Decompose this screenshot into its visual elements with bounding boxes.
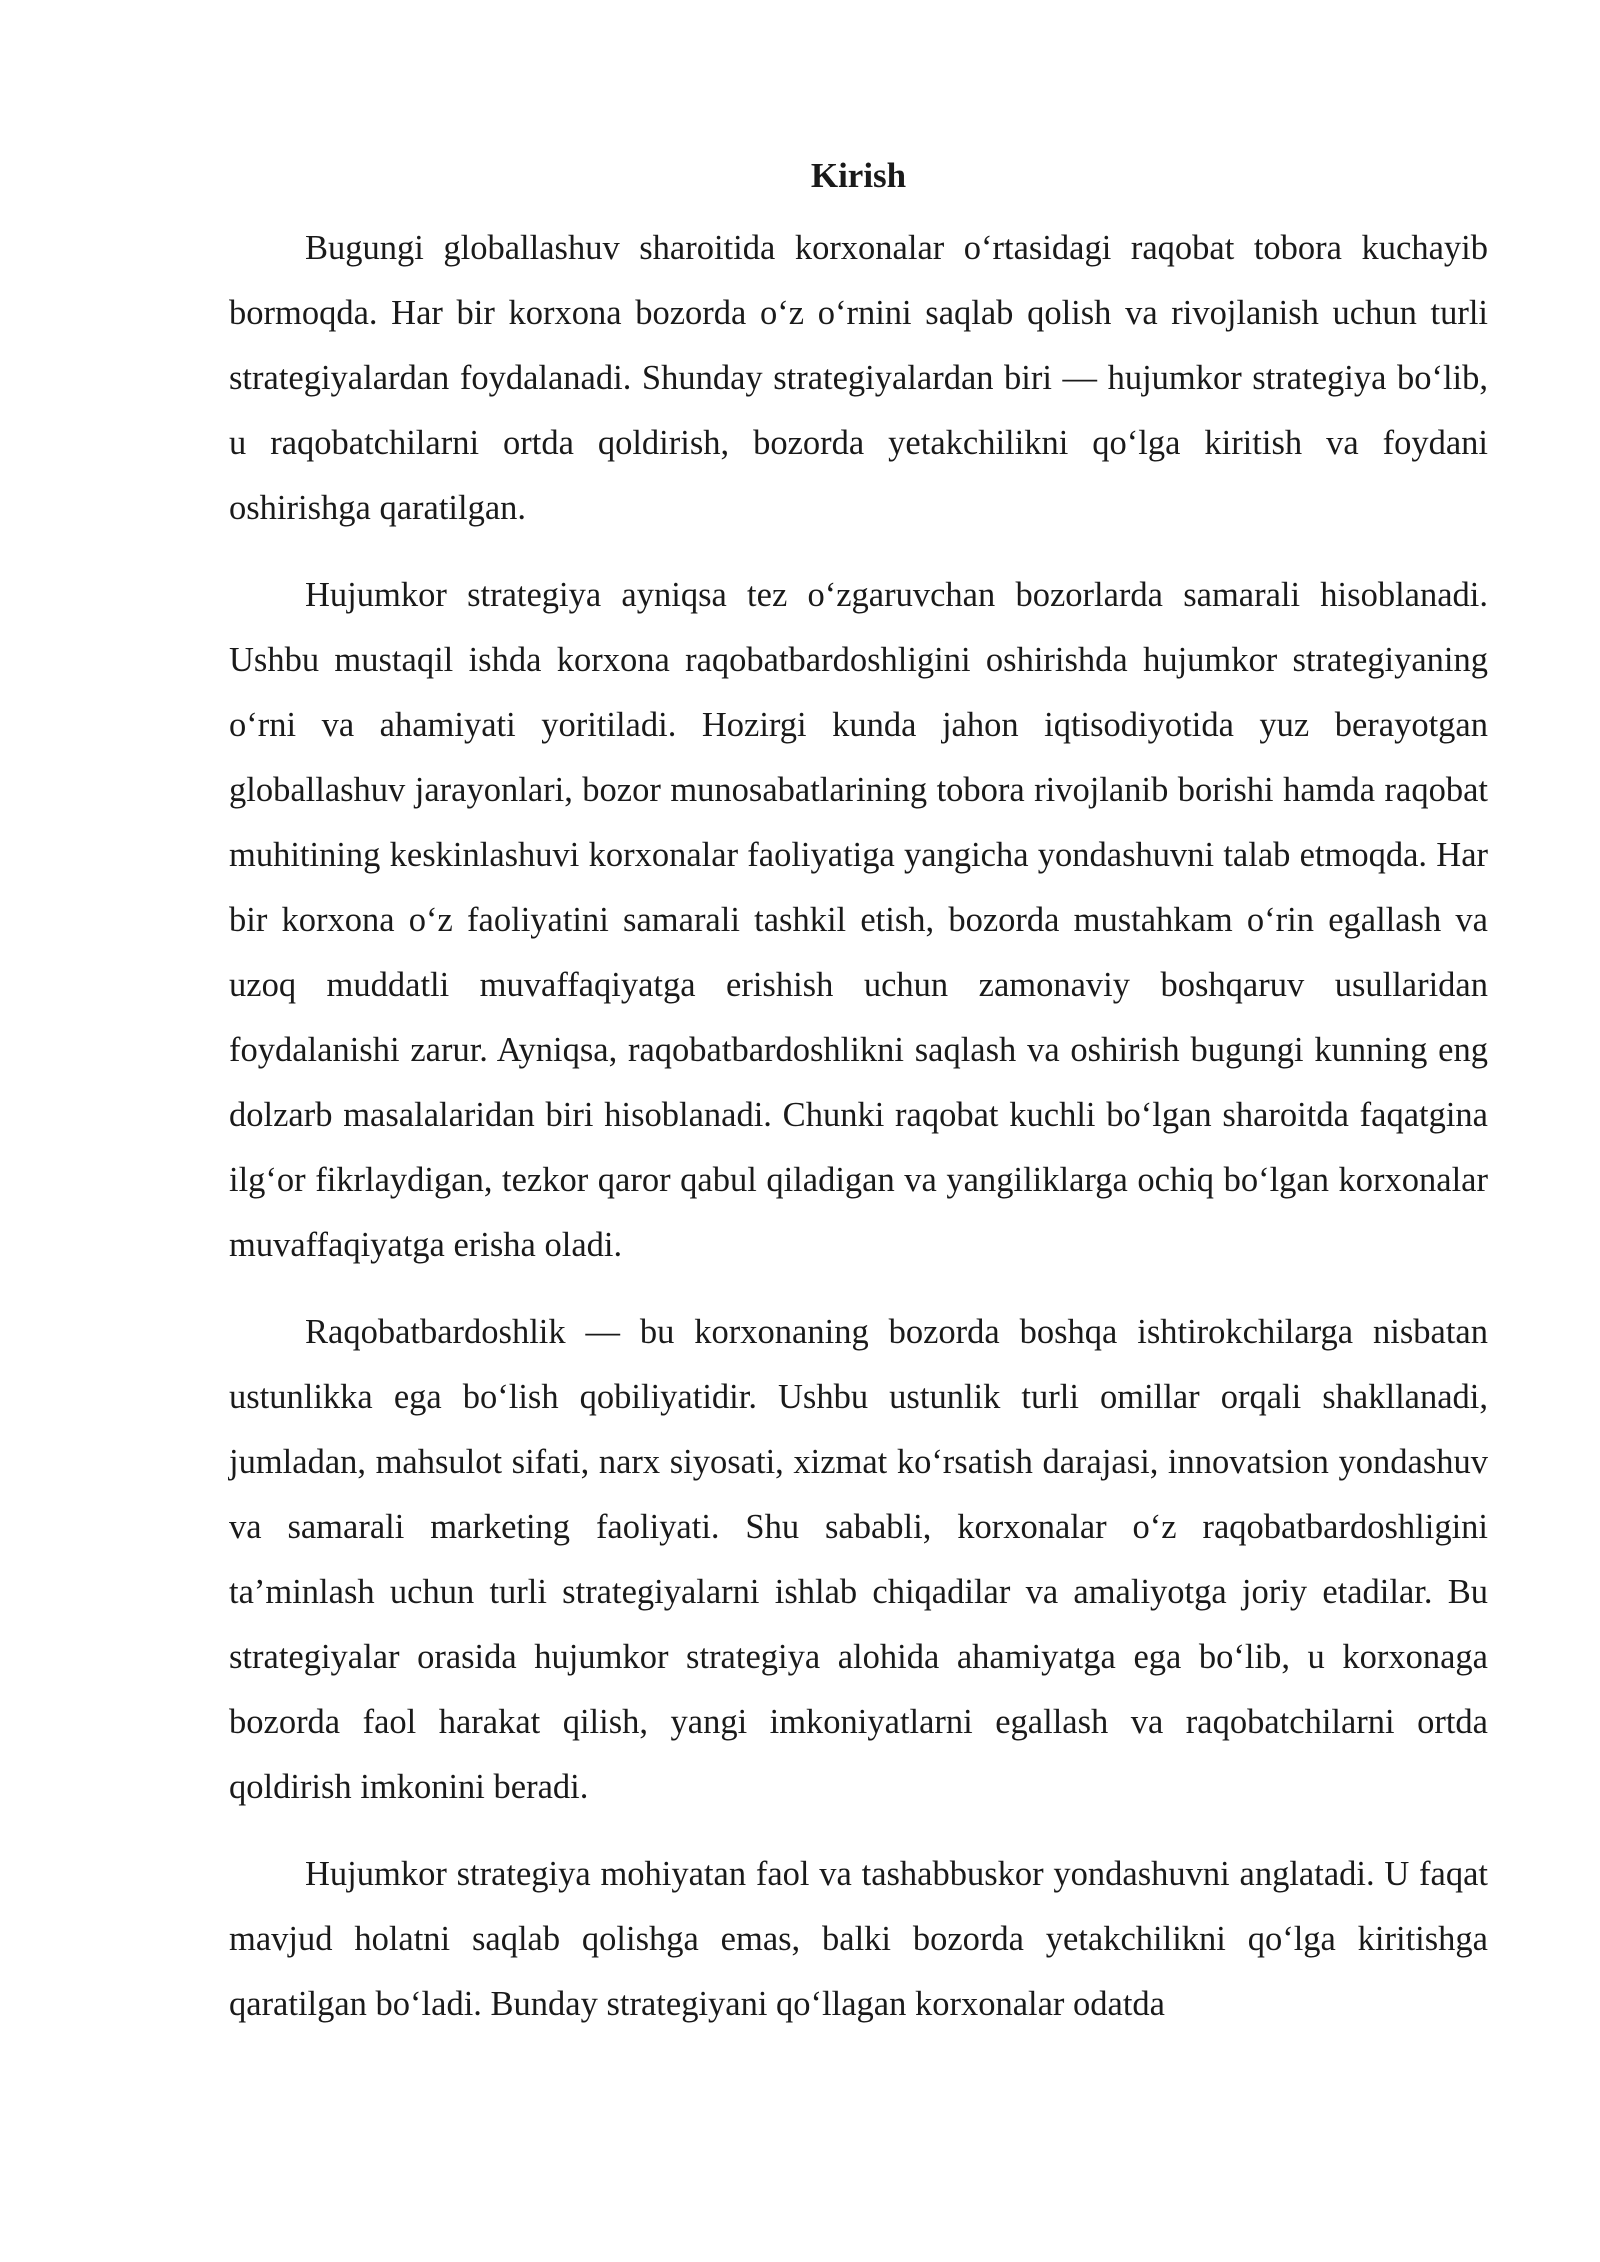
paragraph-4: Hujumkor strategiya mohiyatan faol va tashabbuskor yondashuvni anglatadi. U faqat mavjud holatni saqlab qolishga emas, balki bozorda yetakchilikni qo‘lga kiritishga qaratilgan bo‘ladi. Bunday strategiyani qo‘llagan korxonalar odatda: [229, 1855, 1488, 2023]
paragraph-3: Raqobatbardoshlik — bu korxonaning bozorda boshqa ishtirokchilarga nisbatan ustunlikka ega bo‘lish qobiliyatidir. Ushbu ustunlik turli omillar orqali shakllanadi, jumladan, mahsulot sifati, narx siyosati, xizmat ko‘rsatish darajasi, innovatsion yondashuv va samarali marketing faoliyati. Shu sababli, korxonalar o‘z raqobatbardoshligini ta’minlash uchun turli strategiyalarni ishlab chiqadilar va amaliyotga joriy etadilar. Bu strategiyalar orasida hujumkor strategiya alohida ahamiyatga ega bo‘lib, u korxonaga bozorda faol harakat qilish, yangi imkoniyatlarni egallash va raqobatchilarni ortda qoldirish imkonini beradi.: [229, 1313, 1488, 1806]
section-title: Kirish: [810, 156, 907, 195]
document-body: [229, 148, 1488, 2059]
paragraph-1: Bugungi globallashuv sharoitida korxonalar o‘rtasidagi raqobat tobora kuchayib bormoqda. Har bir korxona bozorda o‘z o‘rnini saqlab qolish va rivojlanish uchun turli strategiyalardan foydalanadi. Shunday strategiyalardan biri — hujumkor strategiya bo‘lib, u raqobatchilarni ortda qoldirish, bozorda yetakchilikni qo‘lga kiritish va foydani oshirishga qaratilgan.: [229, 229, 1488, 527]
paragraph-2: Hujumkor strategiya ayniqsa tez o‘zgaruvchan bozorlarda samarali hisoblanadi. Ushbu mustaqil ishda korxona raqobatbardoshligini oshirishda hujumkor strategiyaning o‘rni va ahamiyati yoritiladi. Hozirgi kunda jahon iqtisodiyotida yuz berayotgan globallashuv jarayonlari, bozor munosabatlarining tobora rivojlanib borishi hamda raqobat muhitining keskinlashuvi korxonalar faoliyatiga yangicha yondashuvni talab etmoqda. Har bir korxona o‘z faoliyatini samarali tashkil etish, bozorda mustahkam o‘rin egallash va uzoq muddatli muvaffaqiyatga erishish uchun zamonaviy boshqaruv usullaridan foydalanishi zarur. Ayniqsa, raqobatbardoshlikni saqlash va oshirish bugungi kunning eng dolzarb masalalaridan biri hisoblanadi. Chunki raqobat kuchli bo‘lgan sharoitda faqatgina ilg‘or fikrlaydigan, tezkor qaror qabul qiladigan va yangiliklarga ochiq bo‘lgan korxonalar muvaffaqiyatga erisha oladi.: [229, 576, 1488, 1264]
